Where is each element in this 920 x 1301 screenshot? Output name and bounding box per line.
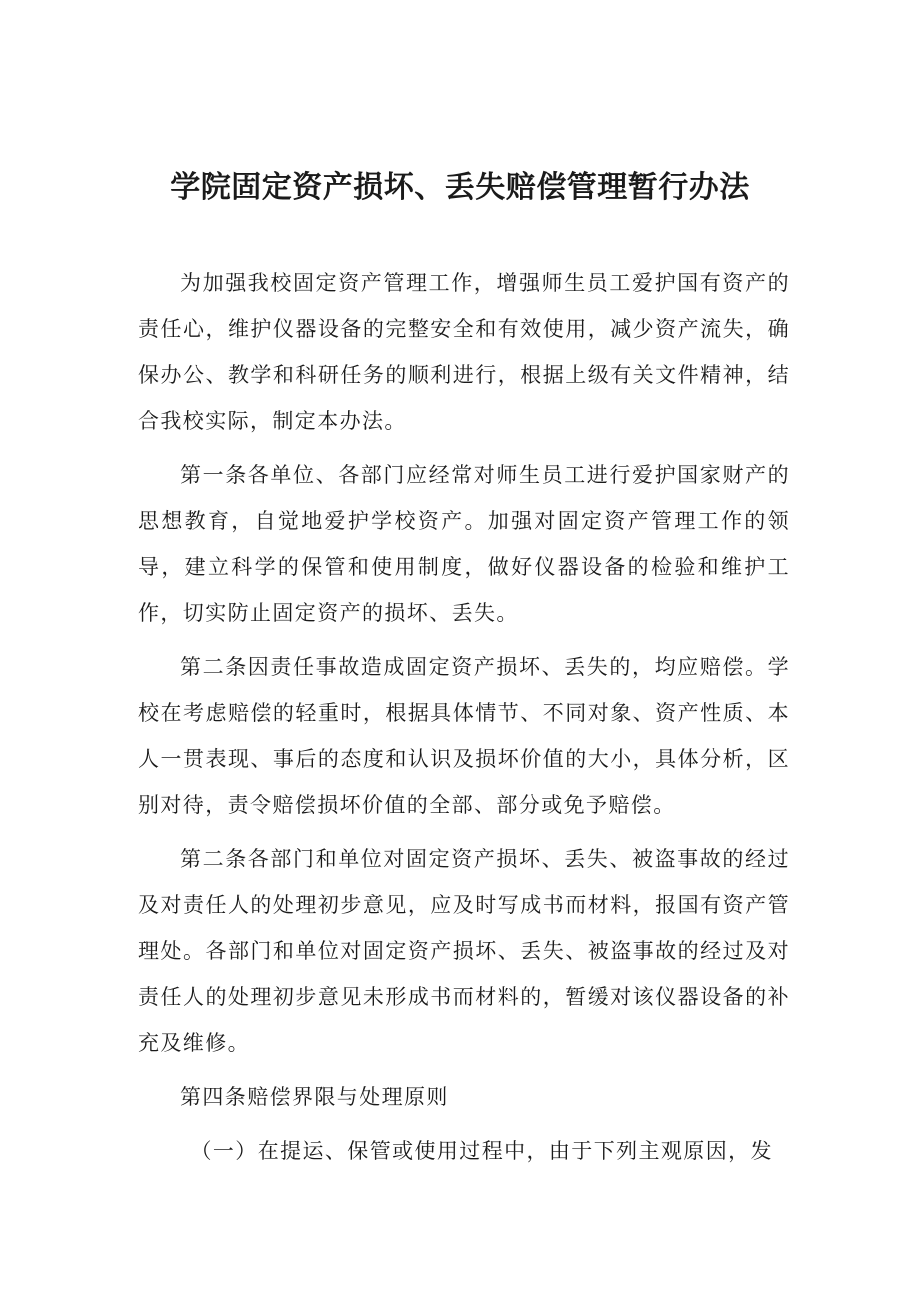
paragraph-article-4-heading: 第四条赔偿界限与处理原则 <box>180 1085 449 1109</box>
document-body <box>138 260 790 1182</box>
paragraph-item-1: （一）在提运、保管或使用过程中，由于下列主观原因，发 <box>190 1139 773 1163</box>
paragraph-article-2: 第二条因责任事故造成固定资产损坏、丢失的，均应赔偿。学校在考虑赔偿的轻重时，根据具体情节、不同对象、资产性质、本人一贯表现、事后的态度和认识及损坏价值的大小，具体分析，区别对待，责令赔偿损坏价值的全部、部分或免予赔偿。 <box>138 655 790 817</box>
document-title: 学院固定资产损坏、丢失赔偿管理暂行办法 <box>170 170 750 205</box>
paragraph-article-3: 第二条各部门和单位对固定资产损坏、丢失、被盗事故的经过及对责任人的处理初步意见，应及时写成书而材料，报国有资产管理处。各部门和单位对固定资产损坏、丢失、被盗事故的经过及对责任人的处理初步意见未形成书而材料的，暂缓对该仪器设备的补充及维修。 <box>138 847 790 1055</box>
paragraph-preamble: 为加强我校固定资产管理工作，增强师生员工爱护国有资产的责任心，维护仪器设备的完整安全和有效使用，减少资产流失，确保办公、教学和科研任务的顺利进行，根据上级有关文件精神，结合我校实际，制定本办法。 <box>138 271 790 433</box>
paragraph-article-1: 第一条各单位、各部门应经常对师生员工进行爱护国家财产的思想教育，自觉地爱护学校资产。加强对固定资产管理工作的领导，建立科学的保管和使用制度，做好仪器设备的检验和维护工作，切实防止固定资产的损坏、丢失。 <box>138 463 790 625</box>
